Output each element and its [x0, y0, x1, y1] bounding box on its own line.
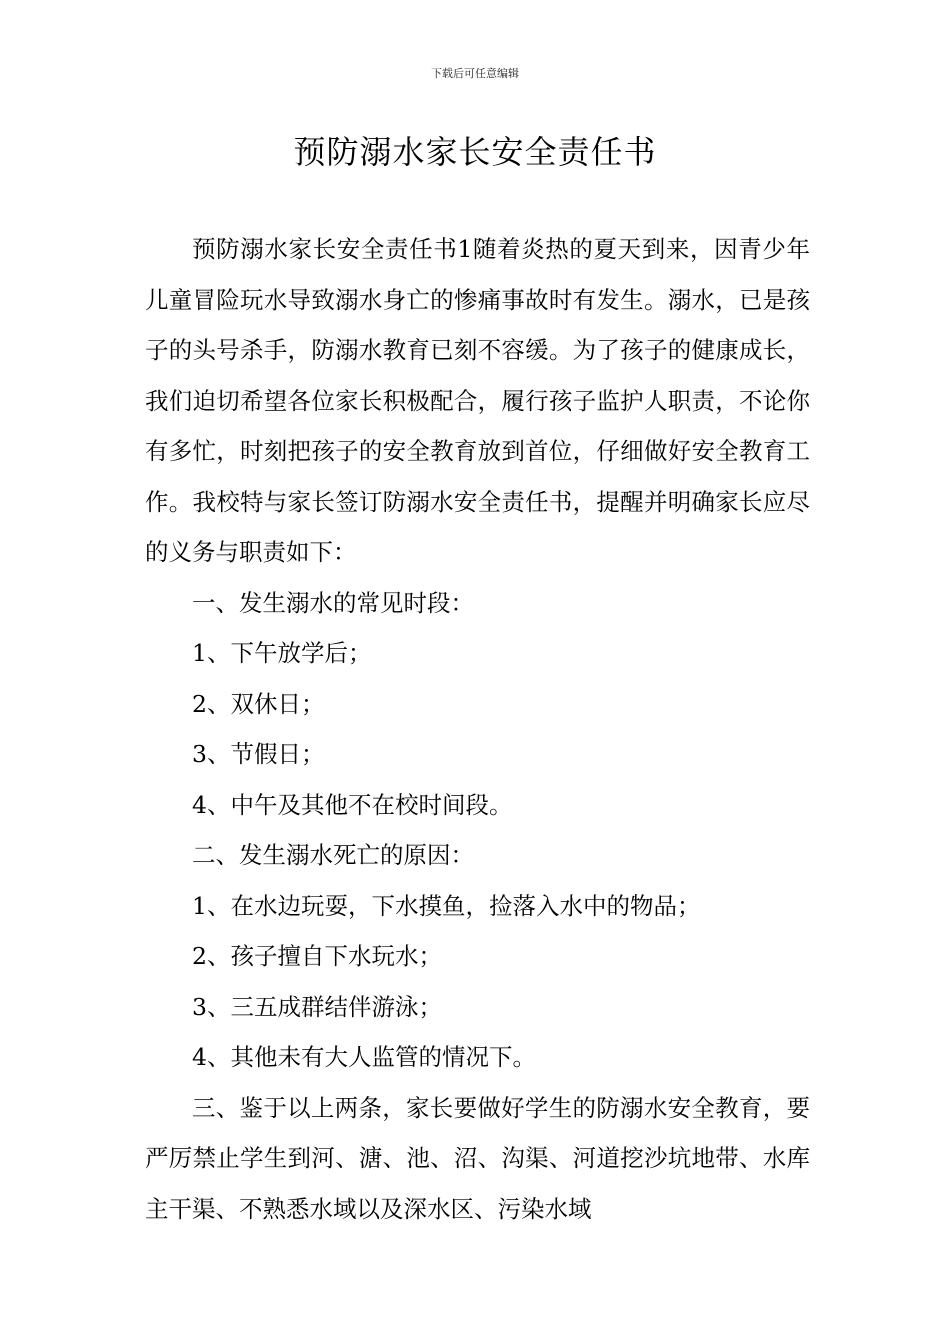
list-item: 2、孩子擅自下水玩水； [192, 942, 442, 970]
section-heading-2: 二、发生溺水死亡的原因： [192, 841, 474, 869]
list-item: 4、其他未有大人监管的情况下。 [192, 1043, 536, 1071]
list-item: 1、下午放学后； [192, 639, 372, 667]
list-item: 3、节假日； [192, 740, 325, 768]
list-item: 2、双休日； [192, 689, 325, 718]
list-item: 4、中午及其他不在校时间段。 [192, 790, 513, 819]
section-heading-1: 一、发生溺水的常见时段： [192, 588, 474, 617]
document-title: 预防溺水家长安全责任书 [293, 133, 657, 171]
intro-paragraph: 预防溺水家长安全责任书1随着炎热的夏天到来，因青少年儿童冒险玩水导致溺水身亡的惨痛事故时有发生。溺水，已是孩子的头号杀手，防溺水教育已刻不容缓。为了孩子的健康成长，我们迫切希望各位家长积极配合，履行孩子监护人职责，不论你有多忙，时刻把孩子的安全教育放到首位，仔细做好安全教育工作。我校特与家长签订防溺水安全责任书，提醒并明确家长应尽的义务与职责如下： [145, 235, 810, 566]
list-item: 3、三五成群结伴游泳； [192, 992, 442, 1021]
document-body [145, 224, 810, 1234]
section-3-paragraph: 三、鉴于以上两条，家长要做好学生的防溺水安全教育，要严厉禁止学生到河、溏、池、沼、沟渠、河道挖沙坑地带、水库主干渠、不熟悉水域以及深水区、污染水域 [145, 1093, 810, 1223]
header-note: 下载后可任意编辑 [431, 67, 519, 80]
list-item: 1、在水边玩耍，下水摸鱼，捡落入水中的物品； [192, 891, 701, 920]
